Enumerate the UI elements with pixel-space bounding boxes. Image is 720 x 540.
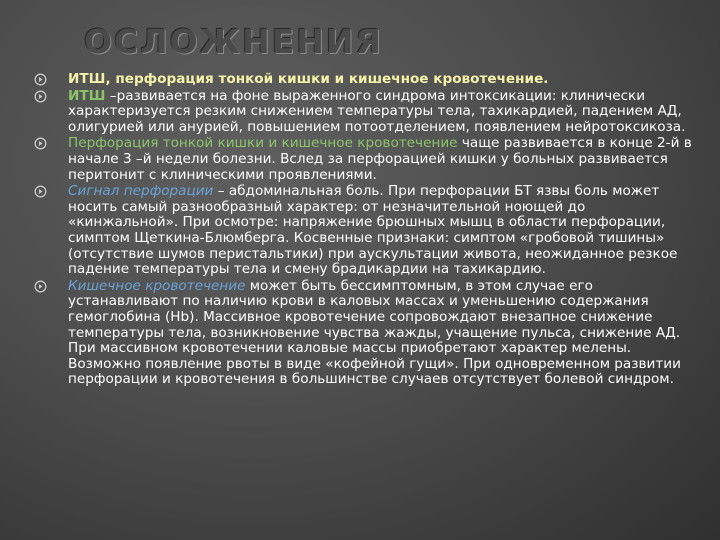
list-item	[34, 279, 694, 388]
item-text: –развивается на фоне выраженного синдрома интоксикации: клинически характеризуется резким снижением температуры тела, тахикардией, падением АД, олигурией или анурией, повышением потоотделением, появлением нейротоксикоза.	[68, 87, 686, 135]
target-circle-icon	[34, 185, 47, 198]
item-lead: Сигнал перфорации	[68, 183, 214, 200]
item-lead: Перфорация тонкой кишки и кишечное кровотечение	[68, 135, 458, 152]
item-lead: ИТШ	[68, 87, 106, 104]
list-item	[34, 184, 694, 278]
target-circle-icon	[34, 90, 47, 103]
item-text: ИТШ, перфорация тонкой кишки и кишечное кровотечение.	[68, 71, 549, 87]
item-text: – абдоминальная боль. При перфорации БТ язвы боль может носить самый разнообразный характер: от незначительной ноющей до «кинжальной». При осмотре: напряжение брюшных мышц в области перфорации, симптом Щеткина-Блюмберга. Косвенные признаки: симптом «гробовой тишины» (отсутствие шумов перистальтики) при аускультации живота, неожиданное резкое падение температуры тела и смену брадикардии на тахикардию.	[68, 183, 678, 278]
bullet-list	[34, 72, 694, 389]
list-item	[34, 136, 694, 183]
target-circle-icon	[34, 137, 47, 150]
list-item	[34, 89, 694, 136]
target-circle-icon	[34, 280, 47, 293]
slide-title: ОСЛОЖНЕНИЯ	[84, 22, 383, 61]
target-circle-icon	[34, 73, 47, 86]
item-lead: Кишечное кровотечение	[68, 277, 246, 294]
item-text: может быть бессимптомным, в этом случае его устанавливают по наличию крови в каловых массах и уменьшению содержания гемоглобина (Hb). Массивное кровотечение сопровождают внезапное снижение температуры тела, возникновение чувства жажды, учащение пульса, снижение АД. При массивном кровотечении каловые массы приобретают характер мелены. Возможно появление рвоты в виде «кофейной гущи». При одновременном развитии перфорации и кровотечения в большинстве случаев отсутствует болевой синдром.	[68, 277, 681, 388]
item-text: чаще развивается в конце 2-й в начале 3 –й недели болезни. Вслед за перфорацией кишки у больных развивается перитонит с клиническими проявлениями.	[68, 135, 692, 183]
list-item	[34, 72, 694, 88]
